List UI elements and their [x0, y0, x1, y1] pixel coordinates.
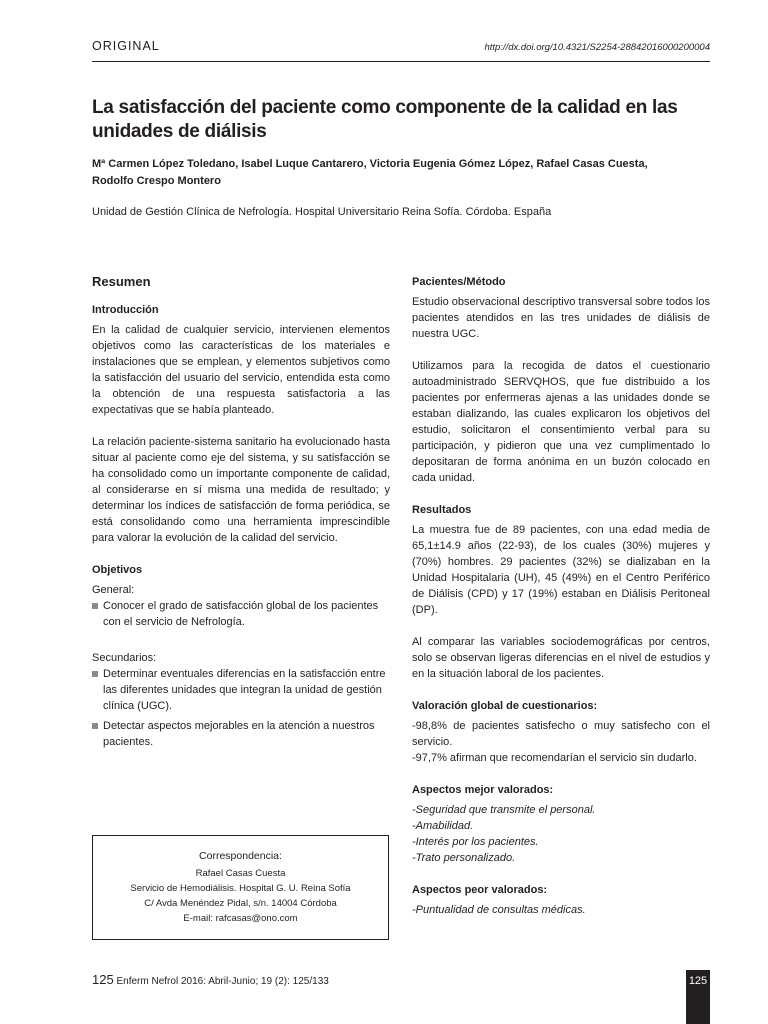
correspondence-title: Correspondencia:: [199, 850, 282, 862]
correspondence-email[interactable]: E-mail: rafcasas@ono.com: [183, 913, 298, 924]
doi-link[interactable]: http://dx.doi.org/10.4321/S2254-28842016000200004: [484, 42, 710, 53]
resultados-paragraph-2: Al comparar las variables sociodemográficas por centros, solo se observan ligeras diferencias en el nivel de estudios y en la situación laboral de los pacientes.: [412, 636, 710, 680]
list-item: -Puntualidad de consultas médicas.: [412, 904, 586, 916]
footer-citation-block: [92, 972, 329, 987]
list-item: -Amabilidad.: [412, 820, 474, 832]
aspectos-mejor-heading: Aspectos mejor valorados:: [412, 784, 554, 796]
authors-line-1: Mª Carmen López Toledano, Isabel Luque Cantarero, Victoria Eugenia Gómez López, Rafael Casas Cuesta,: [92, 158, 648, 170]
general-label: General:: [92, 584, 135, 596]
list-item: [92, 666, 390, 714]
list-item: -98,8% de pacientes satisfecho o muy satisfecho con el servicio.: [412, 720, 710, 748]
list-item: -Seguridad que transmite el personal.: [412, 804, 596, 816]
aspectos-peor-heading: Aspectos peor valorados:: [412, 884, 548, 896]
correspondence-box: [92, 835, 389, 940]
list-item-text: Conocer el grado de satisfacción global de los pacientes con el servicio de Nefrología.: [103, 600, 379, 628]
objetivos-heading: Objetivos: [92, 564, 143, 576]
intro-paragraph-1: En la calidad de cualquier servicio, intervienen elementos objetivos como las características de los materiales e instalaciones que se emplean, y elementos subjetivos como la satisfacción del usuario del servicio, entendida esta como la obtención de una respuesta satisfactoria a las expectativas que se había planteado.: [92, 324, 390, 416]
correspondence-address: C/ Avda Menéndez Pidal, s/n. 14004 Córdoba: [144, 898, 337, 909]
resultados-heading: Resultados: [412, 504, 472, 516]
page-number-tab: 125: [686, 970, 710, 1024]
abstract-right-column: [412, 274, 710, 918]
list-item-text: Determinar eventuales diferencias en la satisfacción entre las diferentes unidades que integran la unidad de gestión clínica (UGC).: [103, 668, 386, 712]
list-item: -Interés por los pacientes.: [412, 836, 539, 848]
author-list: [92, 156, 712, 190]
intro-paragraph-2: La relación paciente-sistema sanitario ha evolucionado hasta situar al paciente como eje del sistema, y su satisfacción se ha consolidado como un importante componente de calidad, al considerarse en sí misma una medida de resultado; y determinar los índices de satisfacción de forma periódica, se está consolidando como una herramienta imprescindible para valorar la evolución de la calidad del servicio.: [92, 436, 390, 544]
resumen-heading: Resumen: [92, 274, 151, 289]
authors-line-2: Rodolfo Crespo Montero: [92, 175, 221, 187]
pacientes-metodo-heading: Pacientes/Método: [412, 276, 506, 288]
bullet-square-icon: [92, 671, 98, 677]
pacientes-paragraph-2: Utilizamos para la recogida de datos el cuestionario autoadministrado SERVQHOS, que fue distribuido a los pacientes por enfermeras ajenas a las unidades donde se estaban dializando, las cuales explicaron los objetivos del estudio, solicitaron el consentimiento verbal para su participación, y pidieron que una vez cumplimentado lo depositaran de forma anónima en un buzón colocado en cada unidad.: [412, 360, 710, 484]
section-label: ORIGINAL: [92, 39, 160, 53]
affiliation: Unidad de Gestión Clínica de Nefrología. Hospital Universitario Reina Sofía. Córdoba. España: [92, 206, 552, 218]
secundarios-label: Secundarios:: [92, 652, 157, 664]
correspondence-department: Servicio de Hemodiálisis. Hospital G. U. Reina Sofía: [130, 883, 351, 894]
bullet-square-icon: [92, 723, 98, 729]
abstract-left-column: [92, 274, 390, 754]
resultados-paragraph-1: La muestra fue de 89 pacientes, con una edad media de 65,1±14.9 años (22-93), de los cuales (30%) mujeres y (70%) hombres. 29 pacientes (32%) se dializaban en la Unidad Hospitalaria (UH), 45 (49%) en el Centro Periférico de Diálisis (CPD) y 17 (19%) estaban en Diálisis Peritoneal (DP).: [412, 524, 710, 616]
list-item: [92, 598, 390, 630]
list-item: -97,7% afirman que recomendarían el servicio sin dudarlo.: [412, 752, 697, 764]
general-objectives-list: [92, 598, 390, 630]
introduccion-heading: Introducción: [92, 304, 159, 316]
bullet-square-icon: [92, 603, 98, 609]
header-divider: [92, 61, 710, 62]
correspondence-name: Rafael Casas Cuesta: [195, 868, 286, 879]
footer-page-number: 125: [92, 972, 114, 987]
valoracion-heading: Valoración global de cuestionarios:: [412, 700, 598, 712]
pacientes-paragraph-1: Estudio observacional descriptivo transversal sobre todos los pacientes atendidos en las tres unidades de diálisis de nuestra UGC.: [412, 296, 710, 340]
secondary-objectives-list: [92, 666, 390, 750]
list-item-text: Detectar aspectos mejorables en la atención a nuestros pacientes.: [103, 720, 375, 748]
article-title: La satisfacción del paciente como componente de la calidad en las unidades de diálisis: [92, 97, 678, 142]
footer-citation: Enferm Nefrol 2016: Abril-Junio; 19 (2): 125/133: [116, 976, 329, 987]
list-item: -Trato personalizado.: [412, 852, 516, 864]
list-item: [92, 718, 390, 750]
